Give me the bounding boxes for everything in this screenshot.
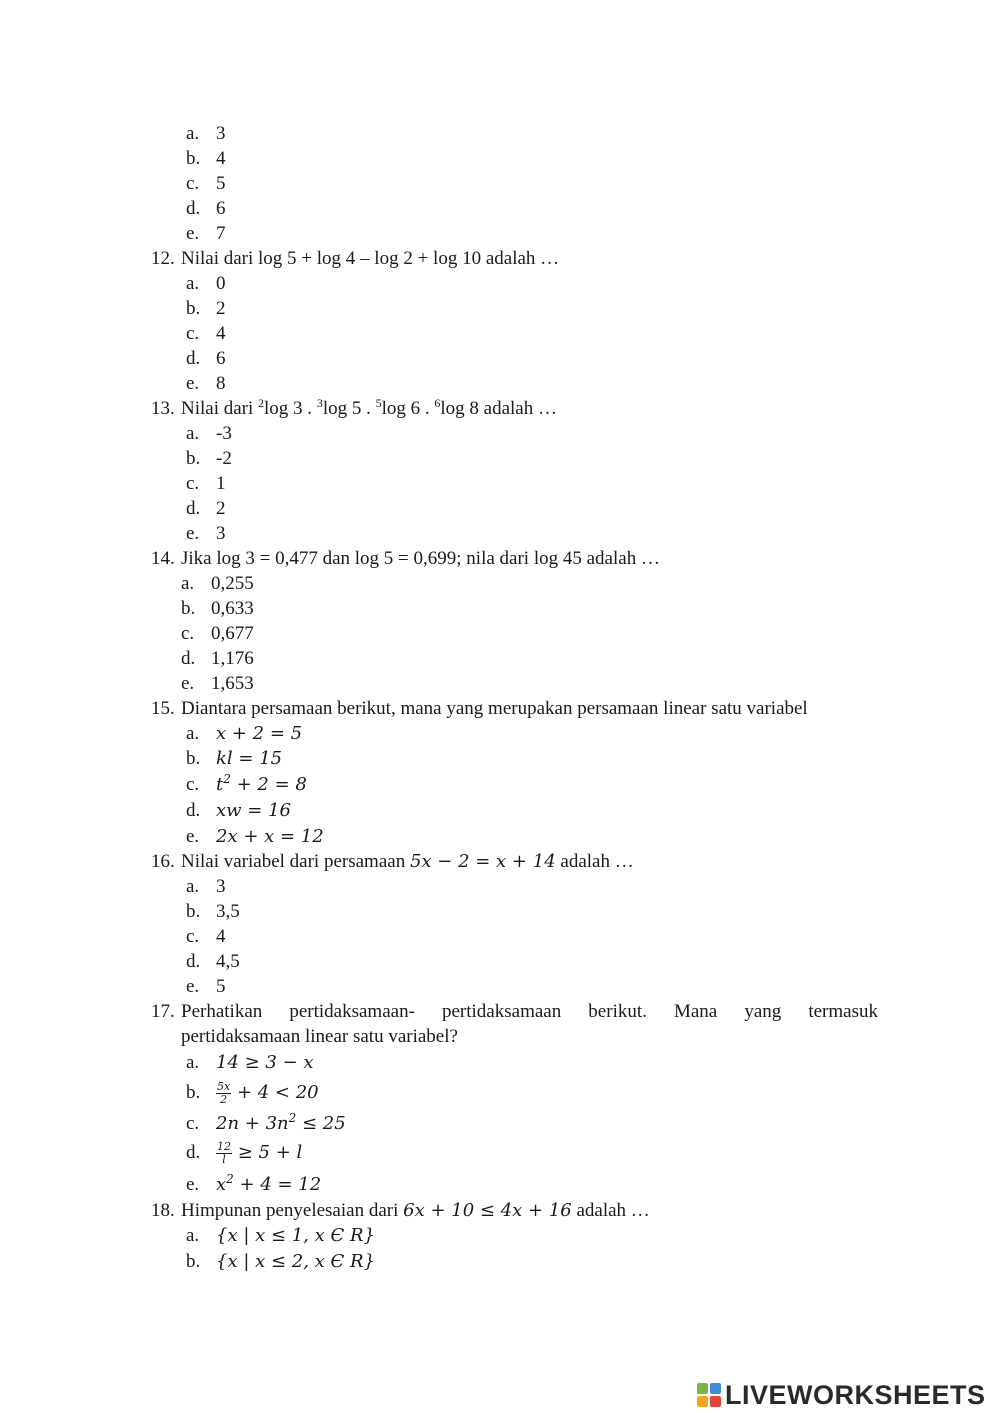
fraction: [216, 1081, 231, 1106]
option-letter: d.: [181, 648, 196, 669]
option-text: 4: [216, 926, 226, 947]
option-letter: e.: [186, 976, 200, 997]
question-equation: 6x + 10 ≤ 4x + 16: [403, 1200, 572, 1221]
question-number: 13.: [151, 398, 175, 419]
option-letter: a.: [186, 1225, 200, 1246]
inequality-rest: ≤ 25: [296, 1113, 346, 1134]
option-letter: c.: [186, 323, 200, 344]
option-text: 3: [216, 123, 226, 144]
option-text: 7: [216, 223, 226, 244]
option-letter: c.: [186, 926, 200, 947]
log-base: 2: [258, 396, 265, 410]
fraction-numerator: 5x: [217, 1079, 231, 1093]
option-letter: a.: [186, 273, 200, 294]
option-text: 3: [216, 523, 226, 544]
option-letter: e.: [186, 523, 200, 544]
fraction-numerator: 12: [217, 1139, 231, 1153]
log-base: 6: [434, 396, 441, 410]
option-equation: xw = 16: [216, 800, 291, 821]
option-letter: e.: [186, 223, 200, 244]
question-number: 12.: [151, 248, 175, 269]
option-equation: [216, 1172, 321, 1197]
log-term: log 5 .: [322, 398, 371, 419]
option-letter: a.: [186, 1052, 200, 1073]
logo-icon: [697, 1383, 721, 1407]
option-text: 0,677: [211, 623, 254, 644]
option-inequality: [216, 1078, 319, 1108]
equation-rest: + 2 = 8: [230, 774, 307, 795]
option-text: 3: [216, 876, 226, 897]
option-text: -3: [216, 423, 232, 444]
option-text: 4: [216, 323, 226, 344]
option-letter: a.: [186, 723, 200, 744]
option-text: 1,176: [211, 648, 254, 669]
option-letter: b.: [186, 298, 201, 319]
option-letter: e.: [181, 673, 195, 694]
question-text-line-1: Perhatikan pertidaksamaan- pertidaksamaan berikut. Mana yang termasuk: [181, 1001, 878, 1022]
option-letter: c.: [186, 173, 200, 194]
option-letter: a.: [181, 573, 195, 594]
option-letter: b.: [186, 1251, 201, 1272]
question-equation: 5x − 2 = x + 14: [409, 851, 556, 872]
option-letter: c.: [181, 623, 195, 644]
equation-rest: + 4 = 12: [233, 1174, 322, 1195]
fraction-denominator: 2: [220, 1092, 228, 1106]
option-text: 6: [216, 348, 226, 369]
option-text: 2: [216, 498, 226, 519]
option-letter: b.: [181, 598, 196, 619]
option-text: 5: [216, 976, 226, 997]
option-letter: d.: [186, 800, 201, 821]
option-letter: a.: [186, 876, 200, 897]
question-text: [181, 396, 557, 421]
log-base: 5: [375, 396, 382, 410]
question-text: Jika log 3 = 0,477 dan log 5 = 0,699; nila dari log 45 adalah …: [181, 548, 660, 569]
option-letter: b.: [186, 901, 201, 922]
log-base: 3: [316, 396, 323, 410]
option-set: {x | x ≤ 2, x Є R}: [216, 1251, 376, 1272]
log-term: log 3 .: [264, 398, 313, 419]
option-letter: d.: [186, 348, 201, 369]
option-text: 4,5: [216, 951, 240, 972]
inequality-base: 2n + 3n: [216, 1113, 289, 1134]
option-text: 2: [216, 298, 226, 319]
inequality-rest: + 4 < 20: [236, 1082, 319, 1103]
logo-square: [710, 1396, 721, 1407]
option-text: 6: [216, 198, 226, 219]
liveworksheets-logo: [697, 1378, 986, 1412]
option-letter: b.: [186, 748, 201, 769]
option-equation: 2x + x = 12: [216, 826, 324, 847]
option-text: 3,5: [216, 901, 240, 922]
question-text-line-2: pertidaksamaan linear satu variabel?: [181, 1026, 458, 1047]
equation-base: t: [216, 774, 224, 795]
fraction-denominator: l: [222, 1152, 226, 1166]
option-text: 0,633: [211, 598, 254, 619]
option-letter: e.: [186, 826, 200, 847]
equation-exponent: 2: [226, 1172, 234, 1186]
question-text: [181, 1198, 650, 1223]
option-letter: d.: [186, 951, 201, 972]
fraction: [216, 1141, 232, 1166]
question-text: [181, 849, 634, 874]
option-letter: c.: [186, 774, 200, 795]
option-text: 0: [216, 273, 226, 294]
option-letter: d.: [186, 1142, 201, 1163]
option-inequality: [216, 1138, 302, 1168]
option-inequality: [216, 1111, 346, 1136]
option-letter: a.: [186, 423, 200, 444]
question-number: 17.: [151, 1001, 175, 1022]
question-text-suffix: adalah …: [560, 851, 634, 872]
question-text-prefix: Nilai variabel dari persamaan: [181, 851, 406, 872]
option-text: 8: [216, 373, 226, 394]
equation-exponent: 2: [223, 772, 231, 786]
logo-square: [710, 1383, 721, 1394]
option-letter: a.: [186, 123, 200, 144]
question-number: 14.: [151, 548, 175, 569]
option-equation: x + 2 = 5: [216, 723, 303, 744]
log-term: log 6 .: [381, 398, 430, 419]
option-letter: c.: [186, 1113, 200, 1134]
logo-square: [697, 1396, 708, 1407]
option-text: 1: [216, 473, 226, 494]
option-text: 5: [216, 173, 226, 194]
question-number: 15.: [151, 698, 175, 719]
option-letter: b.: [186, 148, 201, 169]
logo-square: [697, 1383, 708, 1394]
option-letter: e.: [186, 373, 200, 394]
option-letter: c.: [186, 473, 200, 494]
option-text: 4: [216, 148, 226, 169]
option-letter: b.: [186, 1082, 201, 1103]
option-letter: b.: [186, 448, 201, 469]
option-inequality: 14 ≥ 3 − x: [216, 1052, 314, 1073]
equation-base: x: [216, 1174, 227, 1195]
option-letter: d.: [186, 498, 201, 519]
question-text-suffix: adalah …: [576, 1200, 650, 1221]
option-text: 0,255: [211, 573, 254, 594]
question-number: 16.: [151, 851, 175, 872]
question-text-prefix: Himpunan penyelesaian dari: [181, 1200, 399, 1221]
option-letter: e.: [186, 1174, 200, 1195]
question-text: Diantara persamaan berikut, mana yang merupakan persamaan linear satu variabel: [181, 698, 808, 719]
inequality-exponent: 2: [288, 1111, 297, 1125]
option-equation: [216, 772, 307, 797]
option-text: -2: [216, 448, 232, 469]
question-number: 18.: [151, 1200, 175, 1221]
option-text: 1,653: [211, 673, 254, 694]
option-set: {x | x ≤ 1, x Є R}: [216, 1225, 376, 1246]
question-text-prefix: Nilai dari: [181, 398, 254, 419]
option-letter: d.: [186, 198, 201, 219]
question-text: Nilai dari log 5 + log 4 – log 2 + log 10 adalah …: [181, 248, 560, 269]
inequality-rest: ≥ 5 + l: [237, 1142, 303, 1163]
log-term: log 8 adalah …: [440, 398, 557, 419]
option-equation: kl = 15: [216, 748, 283, 769]
brand-name: LIVEWORKSHEETS: [725, 1379, 986, 1410]
